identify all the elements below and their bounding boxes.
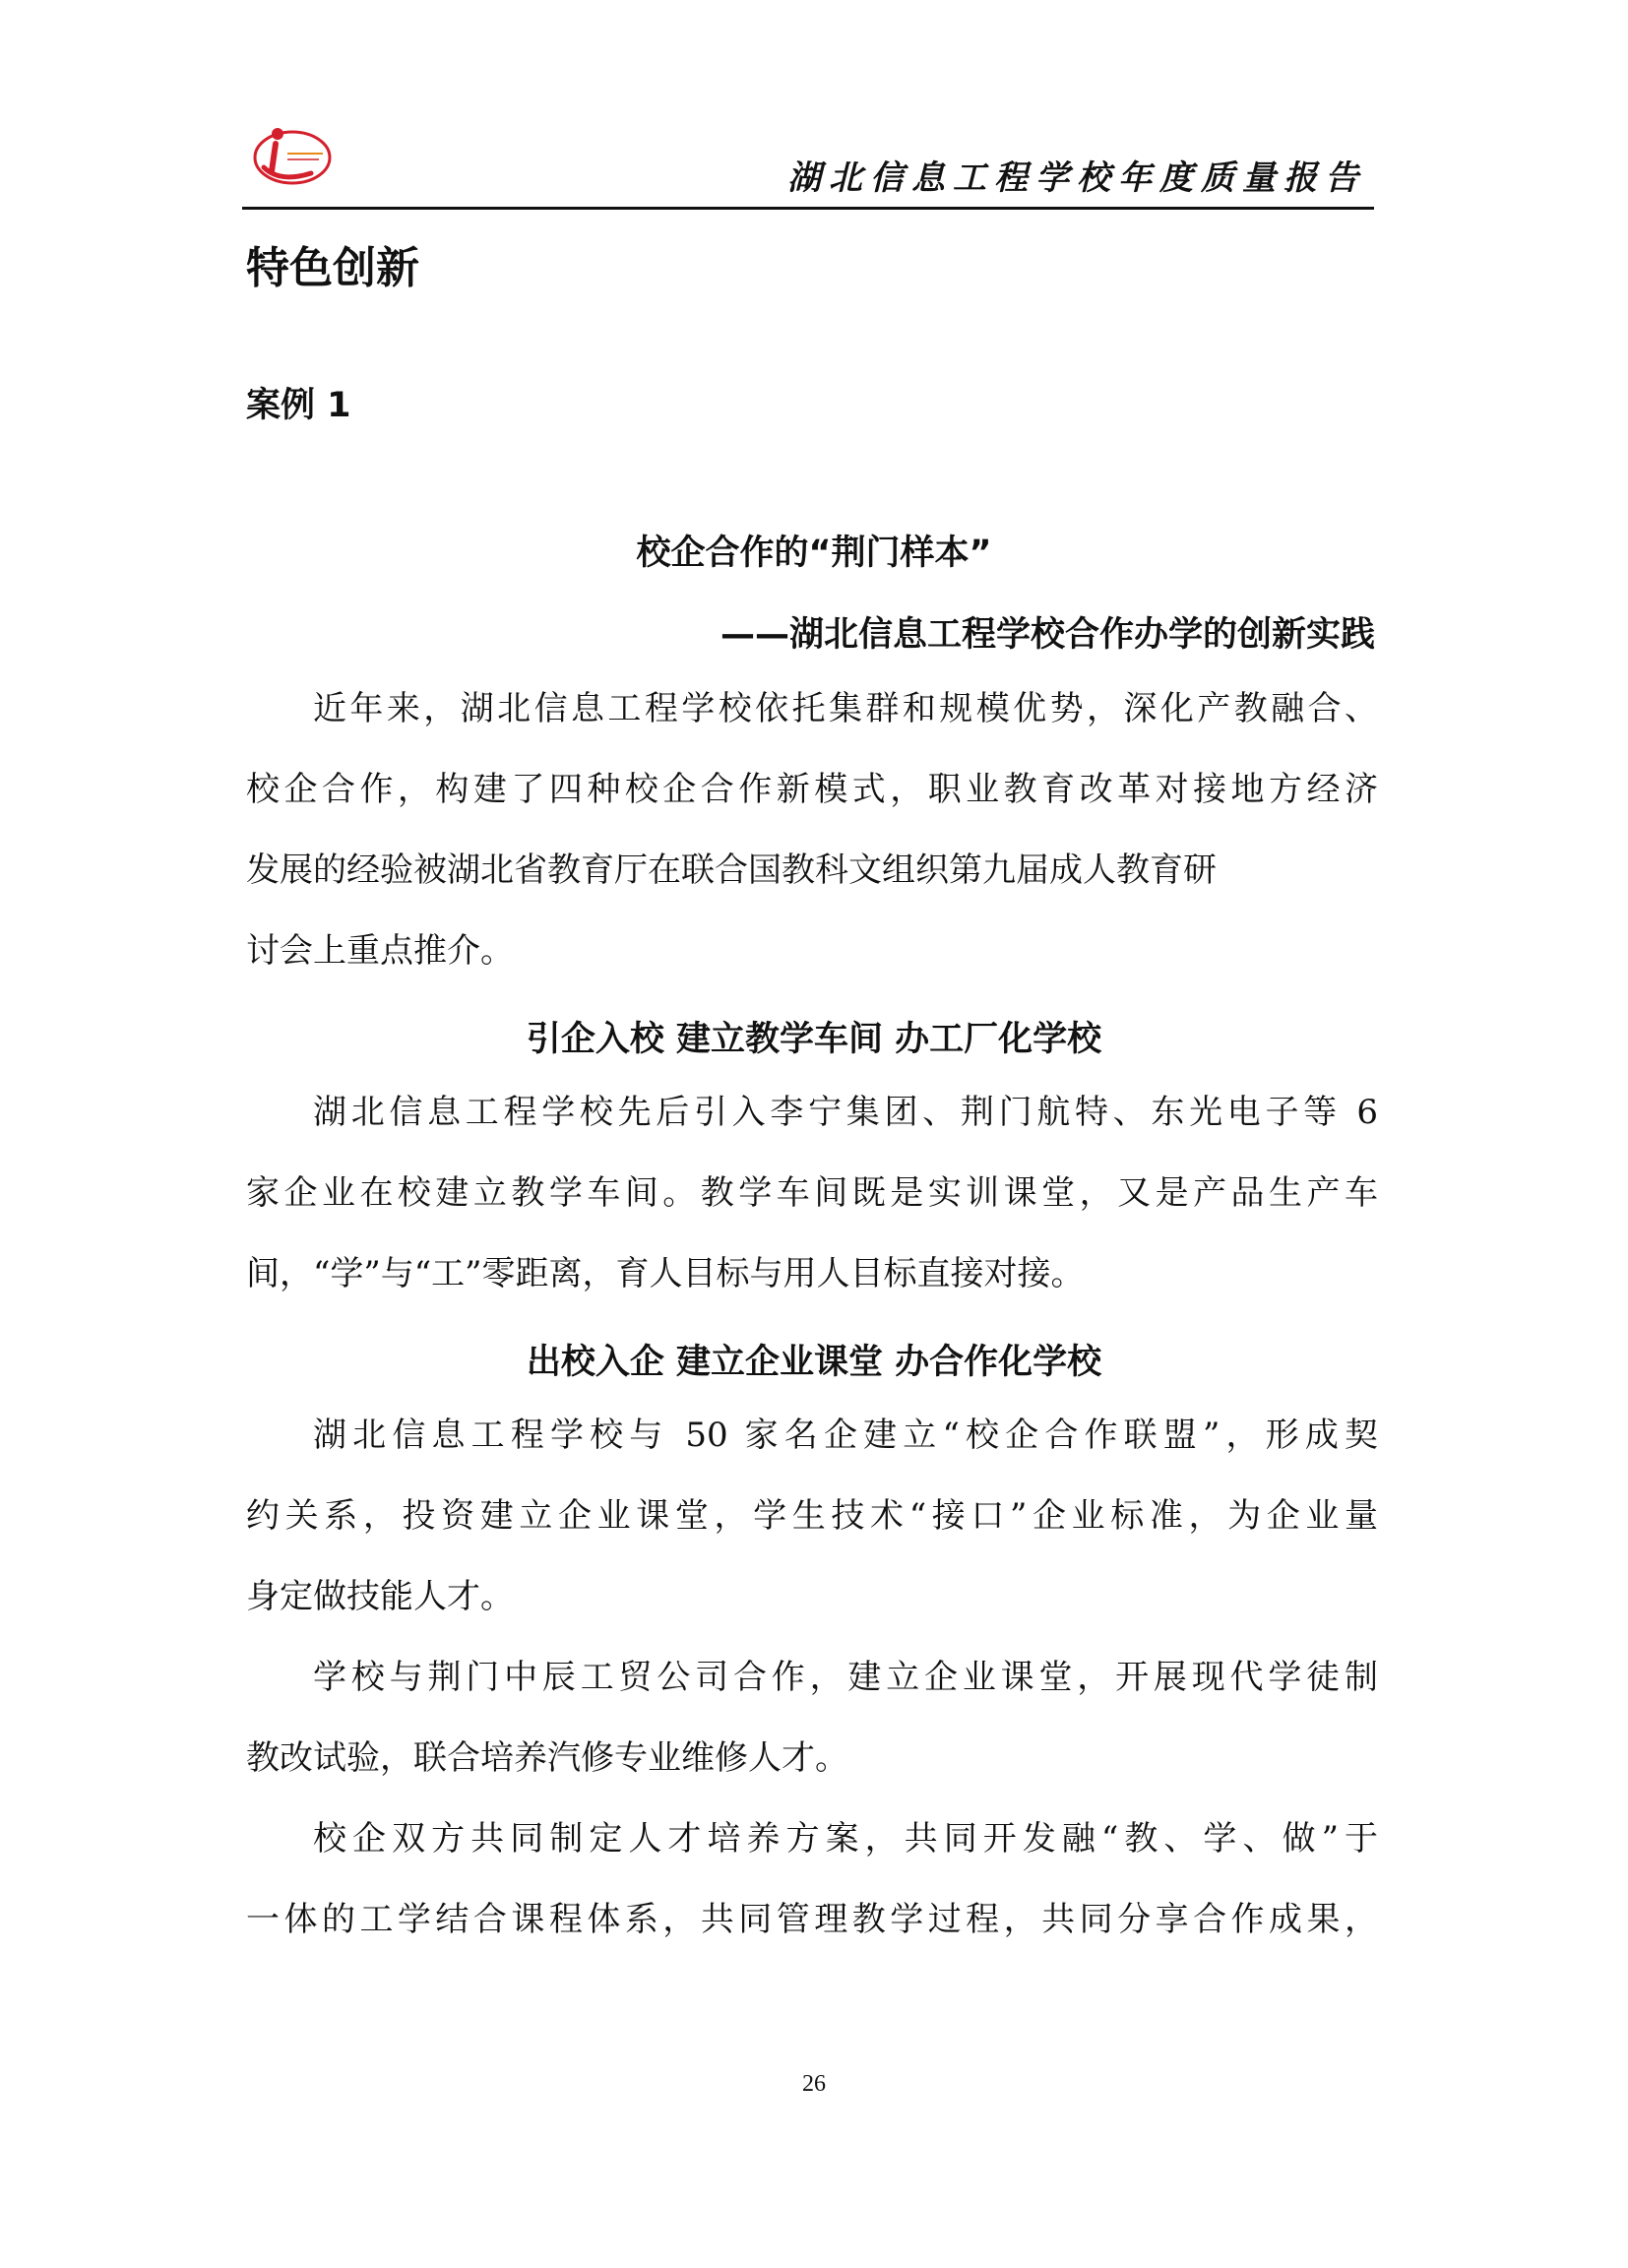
paragraph-line: 家企业在校建立教学车间。教学车间既是实训课堂，又是产品生产车 (246, 1173, 1378, 1213)
paragraph-line: 一体的工学结合课程体系，共同管理教学过程，共同分享合作成果， (246, 1900, 1378, 1939)
paragraph-line: 间，“学”与“工”零距离，育人目标与用人目标直接对接。 (246, 1254, 1085, 1293)
page-header (242, 110, 1374, 210)
case-title: 校企合作的“荆门样本” (636, 534, 992, 573)
case-subtitle: ——湖北信息工程学校合作办学的创新实践 (720, 615, 1375, 655)
paragraph-line: 教改试验，联合培养汽修专业维修人才。 (246, 1738, 848, 1778)
subheading-school-into-enterprise: 出校入企 建立企业课堂 办合作化学校 (526, 1343, 1102, 1382)
paragraph-line: 讨会上重点推介。 (246, 931, 514, 971)
case-label: 案例 1 (246, 386, 351, 425)
paragraph-line: 校企双方共同制定人才培养方案，共同开发融“教、学、做”于 (313, 1819, 1378, 1858)
paragraph-line: 校企合作，构建了四种校企合作新模式，职业教育改革对接地方经济 (246, 770, 1378, 809)
paragraph-line: 学校与荆门中辰工贸公司合作，建立企业课堂，开展现代学徒制 (313, 1658, 1378, 1697)
paragraph-line: 湖北信息工程学校先后引入李宁集团、荆门航特、东光电子等 6 (313, 1093, 1378, 1132)
paragraph-line: 约关系，投资建立企业课堂，学生技术“接口”企业标准，为企业量 (246, 1496, 1378, 1536)
school-logo-graphic (250, 114, 335, 191)
subheading-enterprise-into-school: 引企入校 建立教学车间 办工厂化学校 (526, 1020, 1102, 1059)
page-number: 26 (802, 2071, 826, 2097)
paragraph-line: 身定做技能人才。 (246, 1577, 514, 1616)
report-header-title: 湖北信息工程学校年度质量报告 (787, 158, 1366, 198)
school-logo-icon (250, 114, 335, 191)
paragraph-line: 发展的经验被湖北省教育厅在联合国教科文组织第九届成人教育研 (246, 850, 1217, 890)
paragraph-line: 湖北信息工程学校与 50 家名企建立“校企合作联盟”，形成契 (313, 1416, 1378, 1455)
paragraph-line: 近年来，湖北信息工程学校依托集群和规模优势，深化产教融合、 (313, 689, 1378, 728)
section-title: 特色创新 (246, 243, 419, 293)
